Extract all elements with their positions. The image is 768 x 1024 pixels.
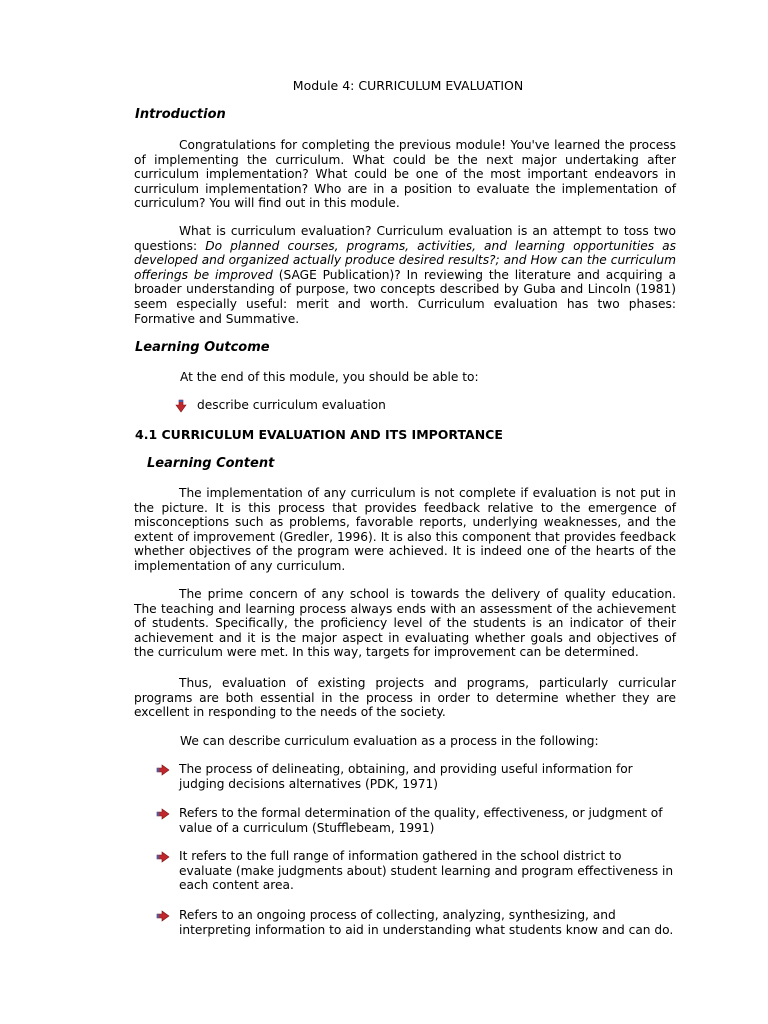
content-paragraph-4: We can describe curriculum evaluation as a process in the following:: [180, 734, 599, 748]
arrow-bullet-icon: [174, 399, 188, 413]
content-paragraph-3: Thus, evaluation of existing projects and programs, particularly curricular programs are both essential in the process in order to determine whether they are excellent in responding to the needs of the society.: [134, 676, 676, 720]
process-bullet-2: Refers to the formal determination of the quality, effectiveness, or judgment of value of a curriculum (Stufflebeam, 1991): [156, 806, 663, 835]
process-bullet-1: The process of delineating, obtaining, and providing useful information for judging decisions alternatives (PDK, 1971): [156, 762, 633, 791]
section-heading: 4.1 CURRICULUM EVALUATION AND ITS IMPORTANCE: [135, 427, 503, 442]
arrow-bullet-icon: [156, 909, 170, 923]
outcome-bullet: [174, 398, 386, 413]
outcome-lead: At the end of this module, you should be able to:: [180, 370, 479, 384]
page-title: Module 4: CURRICULUM EVALUATION: [292, 78, 524, 93]
intro-paragraph-1: Congratulations for completing the previous module! You've learned the process of implementing the curriculum. What could be the next major undertaking after curriculum implementation? What could be one of the most important endeavors in curriculum implementation? Who are in a position to evaluate the implementation of curriculum? You will find out in this module.: [134, 138, 676, 211]
process-bullet-3: It refers to the full range of information gathered in the school district to evaluate (make judgments about) student learning and program effectiveness in each content area.: [156, 849, 673, 893]
arrow-bullet-icon: [156, 850, 170, 864]
intro-questions: Do planned courses, programs, activities, and learning opportunities as developed and organized actually produce desired results?; and How can the curriculum offerings be improved: [134, 238, 677, 282]
introduction-heading: Introduction: [135, 107, 226, 122]
content-paragraph-1: The implementation of any curriculum is not complete if evaluation is not put in the picture. It is this process that provides feedback relative to the emergence of misconceptions such as problems, favorable reports, underlying weaknesses, and the extent of improvement (Gredler, 1996). It is also this component that provides feedback whether objectives of the program were achieved. It is indeed one of the hearts of the implementation of any curriculum.: [134, 486, 676, 573]
learning-content-heading: Learning Content: [147, 456, 275, 471]
arrow-bullet-icon: [156, 807, 170, 821]
intro-paragraph-2: What is curriculum evaluation? Curriculum evaluation is an attempt to toss two questions: Do planned courses, programs, activities, and learning opportunities as developed and organized actually produce desired results?; and How can the curriculum offerings be improved (SAGE Publication)? In reviewing the literature and acquiring a broader understanding of purpose, two concepts described by Guba and Lincoln (1981) seem especially useful: merit and worth. Curriculum evaluation has two phases: Formative and Summative.: [134, 224, 677, 326]
process-bullet-4: Refers to an ongoing process of collecting, analyzing, synthesizing, and interpreting information to aid in understanding what students know and can do.: [156, 908, 673, 937]
outcome-bullet-text: describe curriculum evaluation: [197, 398, 386, 412]
learning-outcome-heading: Learning Outcome: [135, 340, 270, 355]
content-paragraph-2: The prime concern of any school is towards the delivery of quality education. The teaching and learning process always ends with an assessment of the achievement of students. Specifically, the proficiency level of the students is an indicator of their achievement and it is the major aspect in evaluating whether goals and objectives of the curriculum were met. In this way, targets for improvement can be determined.: [134, 587, 676, 660]
arrow-bullet-icon: [156, 763, 170, 777]
